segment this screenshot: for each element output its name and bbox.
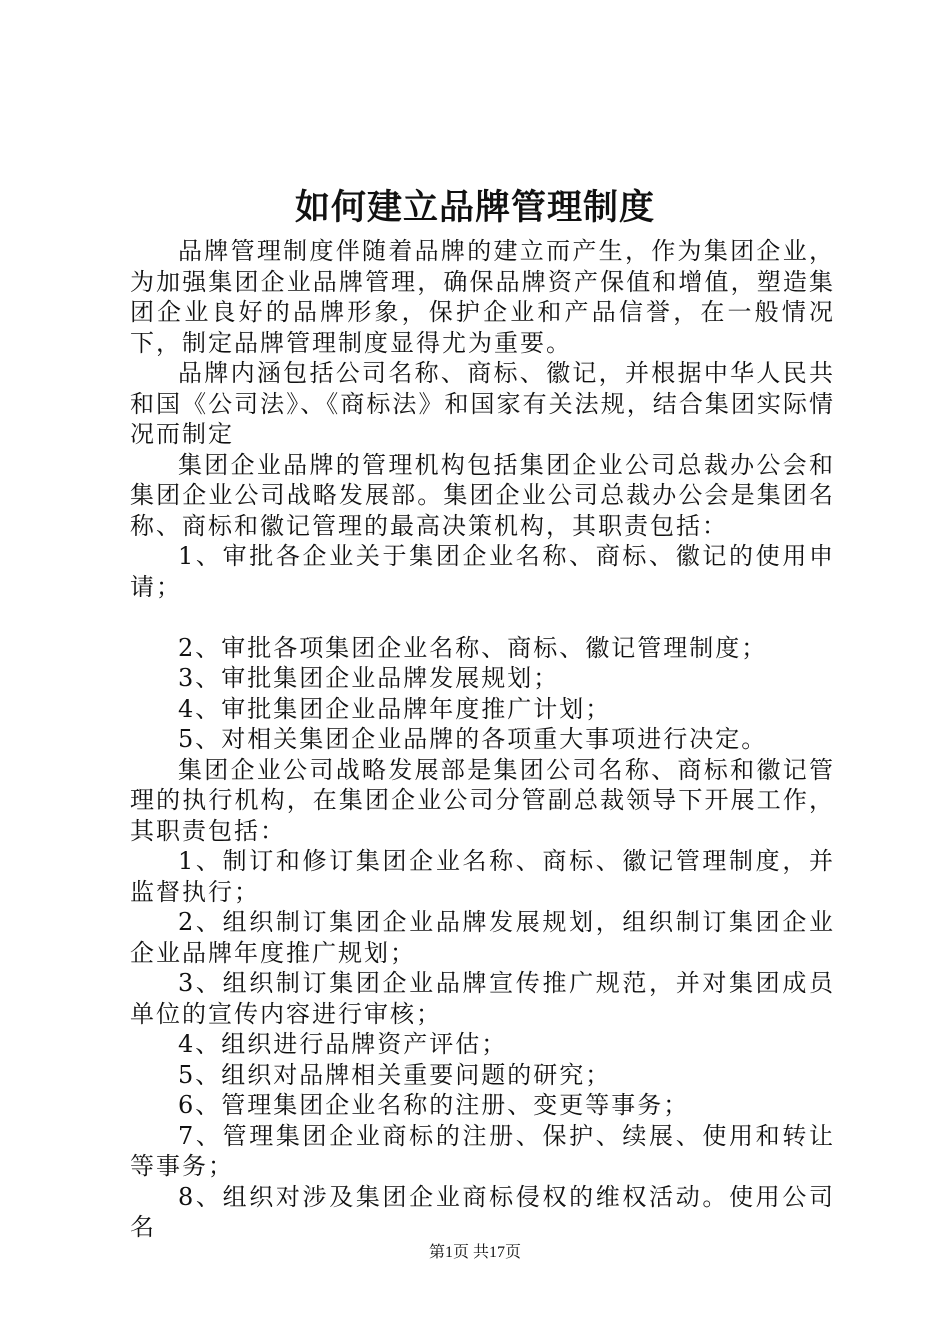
list-item: 3、审批集团企业品牌发展规划； xyxy=(178,664,560,692)
list-item: 8、组织对涉及集团企业商标侵权的维权活动。使用公司名 xyxy=(130,1182,835,1241)
list-item: 4、组织进行品牌资产评估； xyxy=(178,1030,508,1058)
list-item: 1、制订和修订集团企业名称、商标、徽记管理制度，并监督执行； xyxy=(130,847,835,906)
list-item: 6、管理集团企业名称的注册、变更等事务； xyxy=(178,1091,690,1119)
list-item: 1、审批各企业关于集团企业名称、商标、徽记的使用申请； xyxy=(130,542,835,601)
paragraph-brand-connotation: 品牌内涵包括公司名称、商标、徽记，并根据中华人民共和国《公司法》、《商标法》和国家有关法规，结合集团实际情况而制定 xyxy=(130,359,835,448)
paragraph-management-bodies: 集团企业品牌的管理机构包括集团企业公司总裁办公会和集团企业公司战略发展部。集团企业公司总裁办公会是集团名称、商标和徽记管理的最高决策机构，其职责包括： xyxy=(130,450,835,540)
list-item: 3、组织制订集团企业品牌宣传推广规范，并对集团成员单位的宣传内容进行审核； xyxy=(130,969,835,1028)
page-footer: 第1页 共17页 xyxy=(428,1244,521,1261)
blank-line xyxy=(130,602,835,633)
list-item: 2、审批各项集团企业名称、商标、徽记管理制度； xyxy=(178,633,768,662)
list-item: 5、组织对品牌相关重要问题的研究； xyxy=(178,1060,612,1089)
list-item: 7、管理集团企业商标的注册、保护、续展、使用和转让等事务； xyxy=(130,1121,835,1180)
list-item: 2、组织制订集团企业品牌发展规划，组织制订集团企业企业品牌年度推广规划； xyxy=(130,908,835,967)
list-item: 4、审批集团企业品牌年度推广计划； xyxy=(178,694,612,723)
list-item: 5、对相关集团企业品牌的各项重大事项进行决定。 xyxy=(178,725,768,753)
document-body xyxy=(130,236,835,1243)
paragraph-strategy-department: 集团企业公司战略发展部是集团公司名称、商标和徽记管理的执行机构，在集团企业公司分管副总裁领导下开展工作，其职责包括： xyxy=(130,755,835,845)
paragraph-intro: 品牌管理制度伴随着品牌的建立而产生，作为集团企业，为加强集团企业品牌管理，确保品牌资产保值和增值，塑造集团企业良好的品牌形象，保护企业和产品信誉，在一般情况下，制定品牌管理制度显得尤为重要。 xyxy=(130,237,835,357)
document-title: 如何建立品牌管理制度 xyxy=(294,187,655,228)
